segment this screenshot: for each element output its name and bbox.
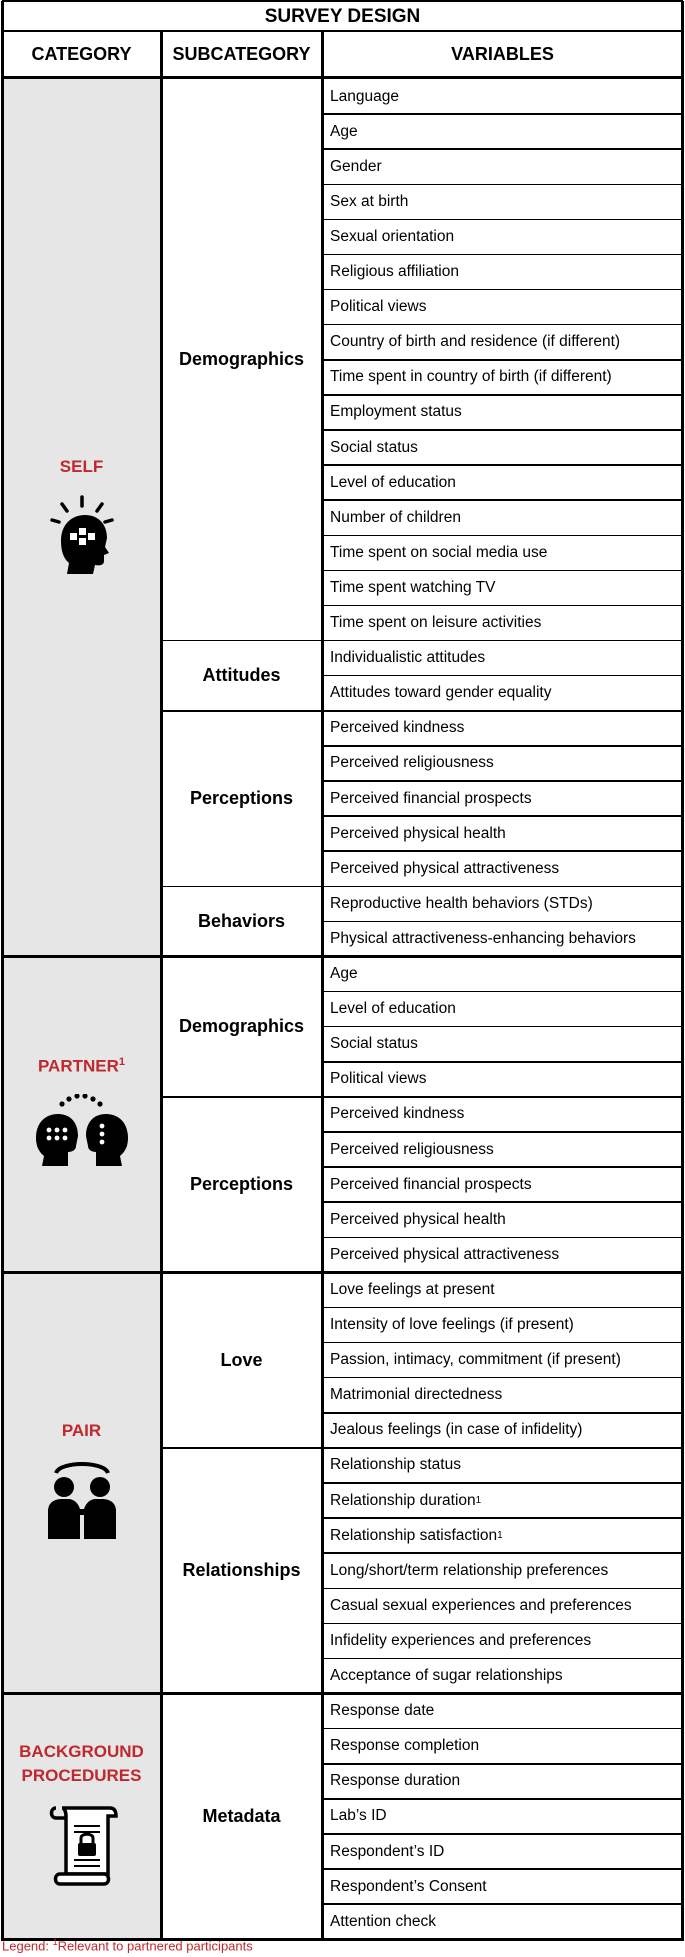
grid-rule — [322, 1342, 683, 1344]
variable-cell — [322, 1097, 683, 1132]
grid-rule — [2, 1692, 683, 1695]
header-category: CATEGORY — [31, 44, 132, 64]
variable-text: Individualistic attitudes — [330, 649, 486, 667]
variable-cell — [322, 360, 683, 395]
header-variables: VARIABLES — [451, 44, 554, 64]
variable-text: Passion, intimacy, commitment (if present) — [330, 1351, 621, 1369]
grid-rule — [322, 710, 683, 712]
variable-text: Language — [330, 87, 399, 105]
variable-text: Perceived financial prospects — [330, 1175, 532, 1193]
category-cell — [2, 1694, 161, 1940]
variable-cell — [322, 184, 683, 219]
grid-rule — [2, 76, 683, 79]
variable-cell — [322, 1202, 683, 1237]
grid-rule — [2, 1271, 683, 1274]
variable-cell — [322, 290, 683, 325]
variable-text: Time spent on social media use — [330, 543, 548, 561]
grid-rule — [322, 1552, 683, 1554]
variable-cell — [322, 1062, 683, 1097]
variable-cell — [322, 816, 683, 851]
variable-text: Matrimonial directedness — [330, 1386, 503, 1404]
grid-rule — [322, 1377, 683, 1379]
subcategory-label: Demographics — [178, 1016, 305, 1037]
grid-rule — [322, 815, 683, 817]
category-cell — [2, 79, 161, 957]
grid-rule — [322, 1412, 683, 1414]
variable-text: Number of children — [330, 508, 461, 526]
grid-rule — [322, 324, 683, 326]
variable-cell — [322, 851, 683, 886]
variable-text: Age — [330, 122, 358, 140]
variable-cell — [322, 1343, 683, 1378]
variable-text: Time spent watching TV — [330, 578, 496, 596]
grid-rule — [322, 1903, 683, 1905]
grid-rule — [322, 1237, 683, 1239]
variable-text: Perceived kindness — [330, 1105, 465, 1123]
variable-text: Love feelings at present — [330, 1280, 495, 1298]
subcategory-label: Perceptions — [189, 788, 294, 809]
category-label-text: PARTNER — [37, 1056, 119, 1076]
grid-rule — [322, 1166, 683, 1168]
grid-rule — [322, 640, 683, 642]
grid-rule — [322, 464, 683, 466]
variable-text: Perceived physical attractiveness — [330, 859, 560, 877]
variable-cell — [322, 1869, 683, 1904]
subcategory-label: Metadata — [202, 1805, 281, 1826]
variable-cell — [322, 500, 683, 535]
variable-text: Time spent in country of birth (if different) — [330, 368, 612, 386]
legend-text: Relevant to partnered participants — [57, 1938, 253, 1954]
category-label-text: SELF — [59, 457, 104, 477]
variable-text: Level of education — [330, 1000, 456, 1018]
variable-text: Relationship satisfaction — [330, 1526, 498, 1544]
variable-cell — [322, 1167, 683, 1202]
variable-cell — [322, 1308, 683, 1343]
variable-text: Long/short/term relationship preferences — [330, 1561, 609, 1579]
category-label-text: PAIR — [61, 1421, 102, 1441]
variable-cell — [322, 676, 683, 711]
subcategory-cell — [161, 886, 322, 956]
grid-rule — [322, 605, 683, 607]
grid-rule — [160, 31, 163, 1941]
category-label — [12, 1419, 152, 1443]
variable-text: Perceived kindness — [330, 719, 465, 737]
subcategory-label: Attitudes — [202, 665, 281, 686]
grid-rule — [161, 710, 322, 712]
grid-rule — [322, 1833, 683, 1835]
grid-rule — [322, 254, 683, 256]
variable-text: Religious affiliation — [330, 263, 459, 281]
subcategory-cell — [161, 1694, 322, 1940]
variable-text: Intensity of love feelings (if present) — [330, 1316, 574, 1334]
grid-rule — [322, 850, 683, 852]
grid-rule — [161, 640, 322, 642]
header-subcategory: SUBCATEGORY — [172, 44, 311, 64]
variable-cell — [322, 535, 683, 570]
subcategory-cell — [161, 1448, 322, 1694]
variable-cell — [322, 1132, 683, 1167]
variable-cell — [322, 430, 683, 465]
grid-rule — [322, 1728, 683, 1730]
category-label-text: BACKGROUND PROCEDURES — [19, 1741, 144, 1785]
variable-cell — [322, 886, 683, 921]
grid-rule — [322, 289, 683, 291]
variable-cell — [322, 570, 683, 605]
grid-rule — [322, 991, 683, 993]
grid-rule — [322, 499, 683, 501]
subcategory-cell — [161, 641, 322, 711]
legend — [2, 1937, 253, 1953]
variable-text: Jealous feelings (in case of infidelity) — [330, 1421, 583, 1439]
variable-text: Attitudes toward gender equality — [330, 684, 552, 702]
variable-cell — [322, 921, 683, 956]
category-label — [12, 455, 152, 479]
subcategory-cell — [161, 1272, 322, 1448]
variable-cell — [322, 79, 683, 114]
head-puzzle-icon — [49, 495, 115, 580]
category-superscript: 1 — [118, 1055, 126, 1068]
category-label — [12, 1740, 152, 1788]
variable-cell — [322, 641, 683, 676]
variable-cell — [322, 114, 683, 149]
variable-cell — [322, 1729, 683, 1764]
variable-cell — [322, 957, 683, 992]
variable-cell — [322, 1027, 683, 1062]
variable-cell — [322, 1904, 683, 1939]
variable-cell — [322, 1588, 683, 1623]
variable-text: Time spent on leisure activities — [330, 614, 542, 632]
variable-cell — [322, 1553, 683, 1588]
grid-rule — [322, 1201, 683, 1203]
variable-cell — [322, 711, 683, 746]
variable-text: Respondent’s Consent — [330, 1877, 487, 1895]
variable-cell — [322, 992, 683, 1027]
variable-cell — [322, 1518, 683, 1553]
variable-cell — [322, 1659, 683, 1694]
variable-cell — [322, 219, 683, 254]
scroll-lock-icon — [46, 1804, 118, 1893]
variable-cell — [322, 1378, 683, 1413]
grid-rule — [2, 30, 683, 33]
variable-cell — [322, 149, 683, 184]
variable-text: Relationship duration — [330, 1491, 476, 1509]
variable-cell — [322, 1237, 683, 1272]
variable-cell — [322, 1483, 683, 1518]
variable-text: Perceived religiousness — [330, 1140, 494, 1158]
variable-cell — [322, 606, 683, 641]
grid-rule — [322, 1763, 683, 1765]
grid-rule — [322, 113, 683, 115]
variable-cell — [322, 1764, 683, 1799]
grid-rule — [322, 1061, 683, 1063]
variable-cell — [322, 781, 683, 816]
grid-rule — [322, 1096, 683, 1098]
variable-cell — [322, 465, 683, 500]
variable-text: Reproductive health behaviors (STDs) — [330, 894, 593, 912]
variable-text: Perceived physical attractiveness — [330, 1245, 560, 1263]
variable-text: Sexual orientation — [330, 227, 455, 245]
grid-rule — [322, 184, 683, 186]
variable-text: Acceptance of sugar relationships — [330, 1667, 563, 1685]
subcategory-cell — [161, 1097, 322, 1273]
grid-rule — [161, 1096, 322, 1098]
grid-rule — [161, 886, 322, 888]
couple-icon — [44, 1459, 120, 1546]
variable-text: Lab’s ID — [330, 1807, 387, 1825]
grid-rule — [322, 1307, 683, 1309]
variable-superscript: 1 — [497, 1530, 503, 1542]
grid-rule — [322, 1868, 683, 1870]
variable-text: Perceived religiousness — [330, 754, 494, 772]
grid-rule — [322, 1447, 683, 1449]
category-cell — [2, 1272, 161, 1693]
variable-cell — [322, 1623, 683, 1658]
variable-superscript: 1 — [475, 1495, 482, 1507]
grid-rule — [322, 148, 683, 150]
variable-text: Age — [330, 965, 358, 983]
category-label — [12, 1050, 152, 1079]
category-cell — [2, 957, 161, 1273]
grid-rule — [322, 921, 683, 923]
variable-text: Response date — [330, 1702, 435, 1720]
subcategory-label: Demographics — [178, 349, 305, 370]
subcategory-label: Love — [220, 1349, 263, 1370]
variable-cell — [322, 1834, 683, 1869]
grid-rule — [322, 1131, 683, 1133]
variable-cell — [322, 1413, 683, 1448]
grid-rule — [322, 570, 683, 572]
grid-rule — [322, 780, 683, 782]
grid-rule — [161, 1447, 322, 1449]
grid-rule — [322, 429, 683, 431]
subcategory-cell — [161, 79, 322, 641]
two-heads-icon — [32, 1094, 132, 1179]
subcategory-label: Behaviors — [197, 910, 286, 931]
variable-text: Social status — [330, 438, 418, 456]
variable-text: Employment status — [330, 403, 462, 421]
subcategory-cell — [161, 957, 322, 1097]
grid-rule — [322, 535, 683, 537]
grid-rule — [322, 1798, 683, 1800]
variable-text: Attention check — [330, 1912, 436, 1930]
grid-rule — [322, 1588, 683, 1590]
grid-rule — [681, 1, 684, 1941]
grid-rule — [322, 1623, 683, 1625]
variable-cell — [322, 1448, 683, 1483]
grid-rule — [322, 745, 683, 747]
variable-text: Response duration — [330, 1772, 461, 1790]
grid-rule — [322, 219, 683, 221]
subcategory-label: Relationships — [182, 1560, 301, 1581]
variable-text: Gender — [330, 157, 382, 175]
grid-rule — [321, 31, 324, 1941]
variable-text: Infidelity experiences and preferences — [330, 1631, 592, 1649]
variable-text: Sex at birth — [330, 192, 409, 210]
variable-text: Response completion — [330, 1737, 480, 1755]
legend-superscript: 1 — [52, 1937, 58, 1947]
variable-text: Country of birth and residence (if different) — [330, 333, 621, 351]
subcategory-cell — [161, 711, 322, 887]
subcategory-label: Perceptions — [189, 1174, 294, 1195]
variable-cell — [322, 1272, 683, 1307]
grid-rule — [322, 394, 683, 396]
grid-rule — [322, 886, 683, 888]
table-title: SURVEY DESIGN — [264, 6, 421, 27]
legend-prefix: Legend: — [2, 1938, 53, 1954]
variable-cell — [322, 1694, 683, 1729]
grid-rule — [322, 1517, 683, 1519]
variable-cell — [322, 746, 683, 781]
grid-rule — [322, 1482, 683, 1484]
variable-text: Level of education — [330, 473, 456, 491]
grid-rule — [322, 675, 683, 677]
variable-text: Casual sexual experiences and preferences — [330, 1596, 632, 1614]
variable-text: Perceived physical health — [330, 1210, 506, 1228]
variable-text: Respondent’s ID — [330, 1842, 445, 1860]
variable-text: Political views — [330, 1070, 427, 1088]
grid-rule — [322, 1026, 683, 1028]
variable-cell — [322, 395, 683, 430]
variable-text: Perceived physical health — [330, 824, 506, 842]
variable-cell — [322, 255, 683, 290]
variable-text: Perceived financial prospects — [330, 789, 532, 807]
grid-rule — [322, 1658, 683, 1660]
variable-text: Relationship status — [330, 1456, 461, 1474]
variable-text: Physical attractiveness-enhancing behaviors — [330, 929, 636, 947]
variable-text: Social status — [330, 1035, 418, 1053]
variable-cell — [322, 325, 683, 360]
grid-rule — [2, 0, 683, 2]
grid-rule — [2, 955, 683, 958]
variable-cell — [322, 1799, 683, 1834]
variable-text: Political views — [330, 298, 427, 316]
grid-rule — [1, 1, 4, 1941]
grid-rule — [322, 359, 683, 361]
